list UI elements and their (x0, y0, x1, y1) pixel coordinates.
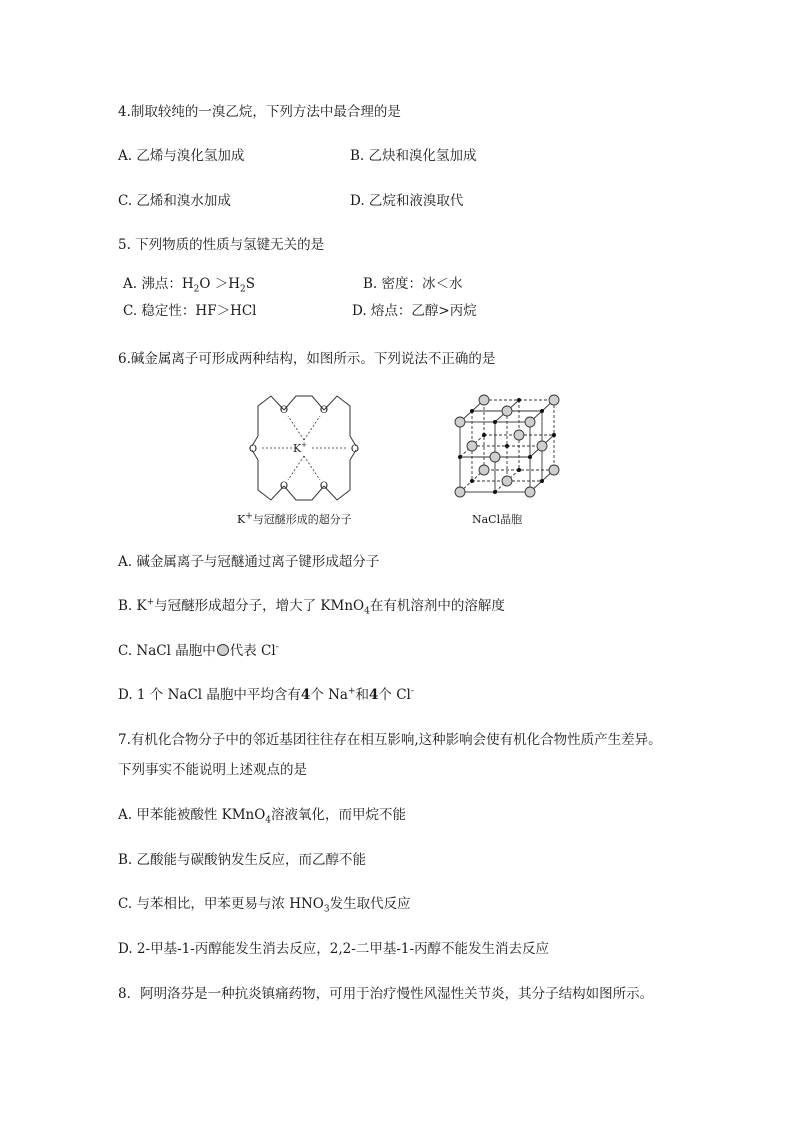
q6-stem: 6.碱金属离子可形成两种结构，如图所示。下列说法不正确的是 (118, 351, 496, 367)
q7-stem-line2: 下列事实不能说明上述观点的是 (118, 762, 307, 778)
q5-stem: 5. 下列物质的性质与氢键无关的是 (118, 237, 325, 253)
cl-ion (525, 417, 535, 427)
q5-option-b: B. 密度：冰＜水 (363, 276, 463, 292)
q8-stem: 8．阿明洛芬是一种抗炎镇痛药物，可用于治疗慢性风湿性关节炎，其分子结构如图所示。 (118, 986, 654, 1002)
crown-ether-oxygen: O (319, 405, 329, 416)
q5-option-d: D. 熔点：乙醇>丙烷 (352, 303, 477, 319)
q5-option-a (123, 275, 255, 293)
na-ion (517, 398, 521, 402)
q4-option-d: D. 乙烷和液溴取代 (350, 193, 464, 209)
nacl-caption: NaCl晶胞 (472, 513, 523, 526)
q6-option-a: A. 碱金属离子与冠醚通过离子键形成超分子 (118, 554, 380, 570)
na-ion (552, 433, 556, 437)
q5-a-text: A. 沸点：H (123, 276, 194, 292)
na-ion (540, 479, 544, 483)
q4-option-b: B. 乙炔和溴化氢加成 (350, 148, 477, 164)
crown-ether-diagram (244, 388, 364, 510)
q7-stem-line1: 7.有机化合物分子中的邻近基团往往存在相互影响,这种影响会使有机化合物性质产生差异。 (118, 732, 662, 748)
na-ion (493, 490, 497, 494)
na-ion (482, 433, 486, 437)
grey-circle-icon (217, 644, 229, 656)
cl-ion (549, 465, 559, 475)
cl-ion (502, 406, 512, 416)
crown-ether-oxygen: O (279, 481, 289, 492)
na-ion (470, 479, 474, 483)
nacl-unit-cell-diagram (452, 392, 562, 502)
na-ion (470, 409, 474, 413)
cl-ion (490, 452, 500, 462)
cl-ion (537, 441, 547, 451)
cl-ion (479, 465, 489, 475)
crown-ether-oxygen: O (248, 444, 258, 455)
na-ion (528, 455, 532, 459)
q5-a-mid: O ＞H (199, 276, 240, 292)
cl-ion (455, 417, 465, 427)
q5-a-end: S (245, 276, 255, 292)
na-ion (505, 444, 509, 448)
na-ion (458, 455, 462, 459)
cl-ion (467, 441, 477, 451)
q7-option-b: B. 乙酸能与碳酸钠发生反应，而乙醇不能 (118, 852, 367, 868)
crown-ether-oxygen: O (319, 481, 329, 492)
q5-option-c: C. 稳定性：HF＞HCl (123, 303, 257, 319)
q4-option-a: A. 乙烯与溴化氢加成 (118, 148, 245, 164)
cl-ion (479, 395, 489, 405)
crown-ether-caption: K+与冠醚形成的超分子 (237, 511, 352, 526)
na-ion (517, 468, 521, 472)
crown-ether-oxygen: O (279, 405, 289, 416)
q7-option-d: D. 2-甲基-1-丙醇能发生消去反应，2,2-二甲基-1-丙醇不能发生消去反应 (118, 941, 550, 957)
q6-option-c: C. NaCl 晶胞中 代表 Cl- (118, 642, 279, 659)
q7-option-a: A. 甲苯能被酸性 KMnO$_4$溶液氧化，而甲烷不能 (118, 807, 407, 826)
crown-ether-oxygen: O (350, 444, 360, 455)
q4-option-c: C. 乙烯和溴水加成 (118, 193, 231, 209)
cl-ion (549, 395, 559, 405)
q4-stem: 4.制取较纯的一溴乙烷，下列方法中最合理的是 (118, 104, 401, 120)
cl-ion (525, 487, 535, 497)
q6-option-d: D. 1 个 NaCl 晶胞中平均含有4个 Na+和4个 Cl- (118, 686, 414, 703)
cl-ion (514, 430, 524, 440)
na-ion (540, 409, 544, 413)
cl-ion (455, 487, 465, 497)
cl-ion (502, 476, 512, 486)
k-ion-label: K+ (292, 441, 308, 455)
na-ion (493, 420, 497, 424)
q5-a-sub2: 2 (239, 284, 246, 295)
q5-a-sub: 2 (193, 284, 200, 295)
q6-option-b: B. K+与冠醚形成超分子，增大了 KMnO$_4$在有机溶剂中的溶解度 (118, 597, 505, 617)
q7-option-c: C. 与苯相比，甲苯更易与浓 $HNO_3$发生取代反应 (118, 896, 411, 915)
